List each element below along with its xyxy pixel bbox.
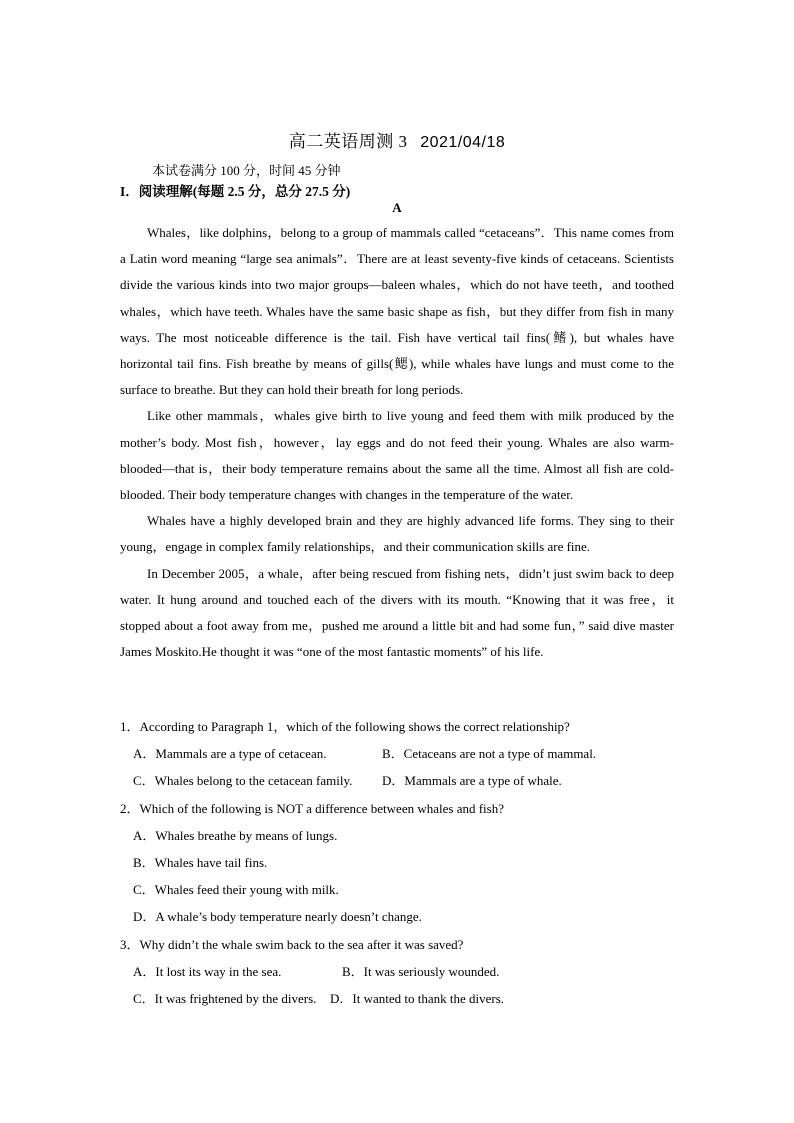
passage-paragraph: Whales，like dolphins，belong to a group of mammals called “cetaceans”．This name comes from a Latin word meaning “large sea animals”．There are at least seventy-five kinds of cetaceans. Scientists divide the various kinds into two major groups—baleen whales，which do not have teeth，and toothed whales，which have teeth. Whales have the same basic shape as fish，but they differ from fish in many ways. The most noticeable difference is the tail. Fish have vertical tail fins(鳍), but whales have horizontal tail fins. Fish breathe by means of gills(鳃), while whales have lungs and must come to the surface to breathe. But they can hold their breath for long periods. — [120, 225, 674, 398]
question-1 — [120, 713, 680, 795]
page-title — [0, 127, 794, 152]
exam-title: 高二英语周测 3 — [288, 132, 408, 151]
option-row — [120, 985, 680, 1012]
question-stem: 2．Which of the following is NOT a difference between whales and fish? — [120, 800, 504, 816]
option-a: A．It lost its way in the sea. — [133, 963, 282, 979]
question-stem: 1．According to Paragraph 1，which of the following shows the correct relationship? — [120, 719, 570, 734]
option-d: D．Mammals are a type of whale. — [382, 773, 562, 789]
option-c: C．Whales belong to the cetacean family. — [133, 773, 353, 789]
question-stem: 3．Why didn’t the whale swim back to the sea after it was saved? — [120, 936, 464, 952]
option-b: B．It was seriously wounded. — [342, 963, 500, 979]
exam-info: 本试卷满分 100 分，时间 45 分钟 — [152, 163, 341, 178]
option-row — [120, 767, 680, 794]
option-a: A．Mammals are a type of cetacean. — [133, 746, 327, 762]
option-c: C．It was frightened by the divers. — [133, 990, 317, 1006]
reading-passage — [120, 220, 674, 665]
section-heading: I．阅读理解(每题 2.5 分，总分 27.5 分) — [120, 184, 351, 199]
option-d: D．A whale’s body temperature nearly doesn’t change. — [133, 909, 422, 925]
option-c: C．Whales feed their young with milk. — [133, 882, 339, 898]
option-d: D．It wanted to thank the divers. — [330, 990, 505, 1006]
option-a: A．Whales breathe by means of lungs. — [133, 827, 338, 843]
passage-paragraph: Like other mammals，whales give birth to live young and feed them with milk produced by the mother’s body. Most fish，however，lay eggs and do not feed their young. Whales are also warm-blooded—that is，their body temperature remains about the same all the time. Almost all fish are cold-blooded. Their body temperature changes with changes in the temperature of the water. — [120, 408, 674, 503]
passage-label: A — [392, 200, 402, 215]
passage-paragraph: Whales have a highly developed brain and they are highly advanced life forms. They sing to their young，engage in complex family relationships，and their communication skills are fine. — [120, 513, 674, 555]
option-row — [120, 958, 680, 985]
option-b: B．Whales have tail fins. — [133, 854, 268, 870]
option-row — [120, 740, 680, 767]
option-b: B．Cetaceans are not a type of mammal. — [382, 746, 597, 762]
question-2 — [120, 795, 680, 931]
exam-date: 2021/04/18 — [420, 134, 506, 151]
question-list — [120, 713, 680, 1012]
question-3 — [120, 931, 680, 1013]
passage-paragraph: In December 2005，a whale，after being rescued from fishing nets，didn’t just swim back to deep water. It hung around and touched each of the divers with its mouth. “Knowing that it was free，it stopped about a foot away from me，pushed me around a little bit and had some fun，” said dive master James Moskito.He thought it was “one of the most fantastic moments” of his life. — [120, 565, 674, 660]
